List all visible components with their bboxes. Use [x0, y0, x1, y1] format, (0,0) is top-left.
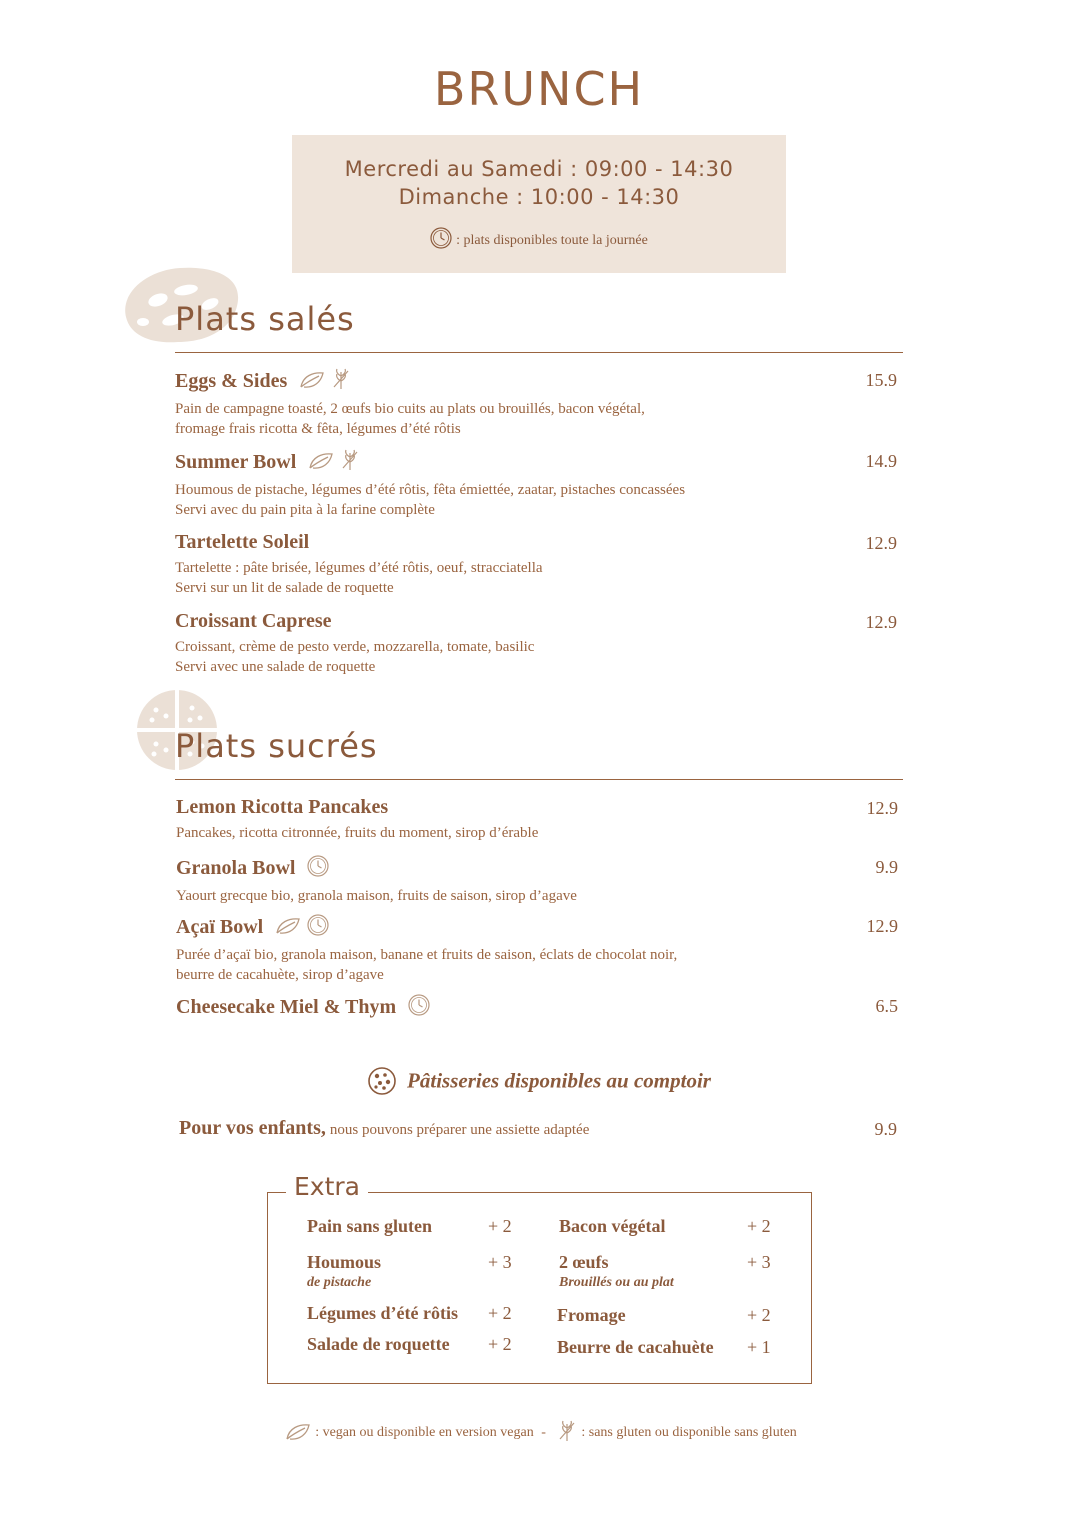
cookie-icon: [367, 1066, 397, 1096]
extra-item-name: Beurre de cacahuète: [557, 1337, 714, 1357]
clock-icon: [307, 855, 329, 877]
extra-item-price: + 3: [488, 1252, 512, 1272]
all-day-note-text: : plats disponibles toute la journée: [456, 233, 648, 248]
extra-item-name: Houmous: [307, 1252, 382, 1272]
sweet-heading: Plats sucrés: [175, 727, 378, 765]
vegan-leaf-icon: [275, 916, 301, 936]
item-description-line: Croissant, crème de pesto verde, mozzarella, tomate, basilic: [175, 639, 535, 655]
savory-heading: Plats salés: [175, 300, 355, 338]
item-description-line: Yaourt grecque bio, granola maison, fruits de saison, sirop d’agave: [176, 888, 577, 904]
extra-item-name: Salade de roquette: [307, 1334, 450, 1354]
item-price: 15.9: [865, 370, 897, 390]
kids-label: Pour vos enfants,: [179, 1117, 326, 1139]
item-name: Summer Bowl: [175, 451, 297, 473]
extra-item-price: + 2: [488, 1334, 512, 1354]
legend-vegan: : vegan ou disponible en version vegan: [315, 1425, 534, 1440]
item-description: [176, 886, 898, 906]
item-description: [176, 945, 898, 985]
kids-price: 9.9: [874, 1119, 897, 1139]
gluten-free-wheat-icon: [557, 1420, 577, 1442]
vegan-leaf-icon: [285, 1422, 311, 1442]
kids-line: [179, 1117, 897, 1140]
menu-item: [176, 796, 898, 843]
kids-note: nous pouvons préparer une assiette adaptée: [329, 1122, 590, 1138]
item-price: 12.9: [866, 798, 898, 818]
menu-item: [175, 449, 897, 520]
item-name: Croissant Caprese: [175, 610, 332, 632]
savory-divider: [175, 352, 903, 353]
menu-title: BRUNCH: [433, 62, 645, 116]
item-price: 14.9: [865, 451, 897, 471]
gluten-free-wheat-icon: [331, 368, 351, 390]
menu-item: [175, 610, 897, 677]
item-description: [175, 558, 897, 598]
extra-item-price: + 1: [747, 1337, 771, 1357]
item-name: Eggs & Sides: [175, 370, 288, 392]
item-price: 9.9: [875, 857, 898, 877]
extra-item-price: + 3: [747, 1252, 771, 1272]
item-name: Açaï Bowl: [176, 916, 264, 938]
extra-item-price: + 2: [488, 1216, 512, 1236]
extra-item-price: + 2: [747, 1305, 771, 1325]
extra-item-price: + 2: [488, 1303, 512, 1323]
item-description: [175, 399, 897, 439]
legend-gluten: : sans gluten ou disponible sans gluten: [581, 1425, 797, 1440]
extra-item-name: Légumes d’été rôtis: [307, 1303, 458, 1323]
item-description-line: Houmous de pistache, légumes d’été rôtis, fêta émiettée, zaatar, pistaches concassées: [175, 482, 686, 498]
item-description-line: Servi avec du pain pita à la farine complète: [175, 502, 435, 518]
item-description-line: fromage frais ricotta & fêta, légumes d’été rôtis: [175, 421, 461, 437]
item-description-line: Servi avec une salade de roquette: [175, 659, 376, 675]
item-description-line: Purée d’açaï bio, granola maison, banane et fruits de saison, éclats de chocolat noir,: [176, 947, 678, 963]
legend-separator: -: [541, 1425, 546, 1440]
menu-item: [175, 531, 897, 598]
item-description-line: Servi sur un lit de salade de roquette: [175, 580, 394, 596]
pastries-note: [0, 1066, 1078, 1096]
item-description: [175, 637, 897, 677]
hours-weekdays: Mercredi au Samedi : 09:00 - 14:30: [344, 157, 734, 181]
vegan-leaf-icon: [299, 370, 325, 390]
item-name: Tartelette Soleil: [175, 531, 310, 553]
extra-item-sub: de pistache: [307, 1275, 372, 1290]
item-description-line: Pain de campagne toasté, 2 œufs bio cuits au plats ou brouillés, bacon végétal,: [175, 401, 645, 417]
hours-box: [292, 135, 786, 273]
extra-item-price: + 2: [747, 1216, 771, 1236]
item-description-line: Pancakes, ricotta citronnée, fruits du moment, sirop d’érable: [176, 825, 539, 841]
sweet-divider: [175, 779, 903, 780]
item-price: 6.5: [875, 996, 898, 1016]
item-description-line: Tartelette : pâte brisée, légumes d’été rôtis, oeuf, stracciatella: [175, 560, 543, 576]
item-name: Granola Bowl: [176, 857, 296, 879]
clock-icon: [408, 994, 430, 1016]
extra-item-name: 2 œufs: [559, 1252, 609, 1272]
item-description: [176, 823, 898, 843]
gluten-free-wheat-icon: [340, 449, 360, 471]
extra-item-sub: Brouillés ou au plat: [559, 1275, 674, 1290]
item-price: 12.9: [866, 916, 898, 936]
extra-item-name: Bacon végétal: [559, 1216, 666, 1236]
extra-title: Extra: [286, 1172, 368, 1201]
menu-item: [175, 368, 897, 439]
extra-item-name: Pain sans gluten: [307, 1216, 433, 1236]
item-name: Cheesecake Miel & Thym: [176, 996, 397, 1018]
clock-icon: [307, 914, 329, 936]
vegan-leaf-icon: [308, 451, 334, 471]
menu-item: [176, 914, 898, 985]
menu-item: [176, 855, 898, 906]
item-price: 12.9: [865, 612, 897, 632]
hours-sunday: Dimanche : 10:00 - 14:30: [398, 185, 680, 209]
all-day-note: [292, 227, 786, 249]
menu-item: [176, 994, 898, 1021]
item-price: 12.9: [865, 533, 897, 553]
icon-legend: [0, 1420, 1078, 1442]
item-name: Lemon Ricotta Pancakes: [176, 796, 389, 818]
extra-item-name: Fromage: [557, 1305, 626, 1325]
item-description: [175, 480, 897, 520]
pastries-label: Pâtisseries disponibles au comptoir: [407, 1068, 711, 1093]
item-description-line: beurre de cacahuète, sirop d’agave: [176, 967, 384, 983]
clock-icon: [430, 227, 452, 249]
